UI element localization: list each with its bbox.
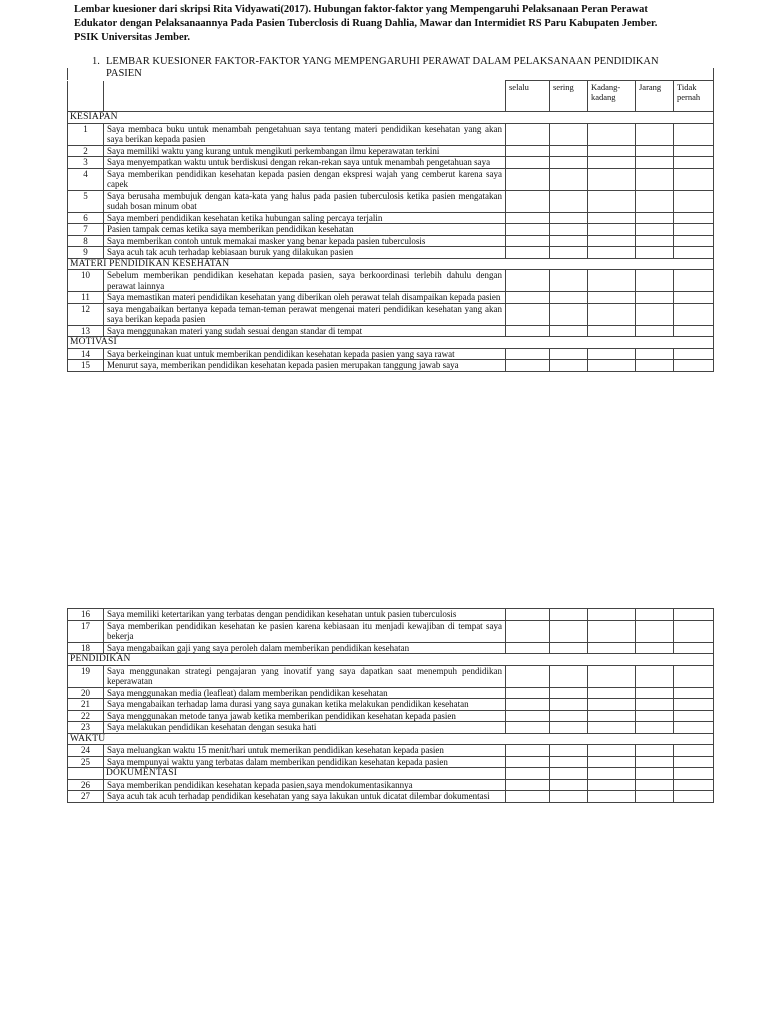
header-blank-cell (68, 81, 104, 112)
answer-cell[interactable] (550, 687, 588, 699)
answer-cell[interactable] (550, 292, 588, 304)
answer-cell[interactable] (588, 325, 636, 337)
answer-cell[interactable] (636, 779, 674, 791)
question-row (68, 235, 714, 247)
question-row (68, 212, 714, 224)
answer-cell[interactable] (550, 303, 588, 325)
answer-cell[interactable] (588, 620, 636, 642)
answer-cell[interactable] (550, 247, 588, 259)
answer-cell[interactable] (674, 360, 714, 372)
answer-cell[interactable] (636, 609, 674, 621)
answer-cell[interactable] (674, 642, 714, 654)
question-text: Saya membaca buku untuk menambah pengetahuan saya tentang materi pendidikan kesehatan yang akan saya berikan kepada pasien (104, 123, 506, 145)
question-number: 1 (68, 123, 104, 145)
section-label: DOKUMENTASI (104, 768, 506, 780)
answer-cell[interactable] (636, 620, 674, 642)
answer-cell[interactable] (506, 745, 550, 757)
answer-cell[interactable] (506, 620, 550, 642)
answer-cell[interactable] (550, 270, 588, 292)
question-number: 25 (68, 756, 104, 768)
question-text: Saya memberikan pendidikan kesehatan kepada pasien dengan ekspresi wajah yang cemberut karena saya capek (104, 168, 506, 190)
section-row (68, 258, 714, 270)
question-text: Saya menggunakan strategi pengajaran yang inovatif yang saya dapatkan saat menempuh pendidikan keperawatan (104, 665, 506, 687)
answer-cell[interactable] (674, 609, 714, 621)
answer-cell[interactable] (588, 224, 636, 236)
question-row (68, 360, 714, 372)
answer-cell[interactable] (550, 710, 588, 722)
answer-cell[interactable] (506, 665, 550, 687)
answer-cell[interactable] (588, 768, 636, 780)
answer-cell[interactable] (550, 157, 588, 169)
answer-cell[interactable] (550, 145, 588, 157)
section-label: MOTIVASI (68, 337, 714, 349)
answer-cell[interactable] (550, 791, 588, 803)
answer-cell[interactable] (506, 779, 550, 791)
answer-cell[interactable] (674, 722, 714, 734)
answer-cell[interactable] (674, 123, 714, 145)
question-number: 5 (68, 190, 104, 212)
document-header (74, 3, 714, 45)
answer-cell[interactable] (506, 360, 550, 372)
question-row (68, 665, 714, 687)
answer-cell[interactable] (550, 722, 588, 734)
question-text: Pasien tampak cemas ketika saya memberikan pendidikan kesehatan (104, 224, 506, 236)
answer-cell[interactable] (550, 348, 588, 360)
question-number: 19 (68, 665, 104, 687)
question-number: 11 (68, 292, 104, 304)
questionnaire-table-1 (67, 80, 714, 372)
answer-cell[interactable] (506, 292, 550, 304)
question-row (68, 224, 714, 236)
question-text: Saya memberikan contoh untuk memakai masker yang benar kepada pasien tuberculosis (104, 235, 506, 247)
answer-cell[interactable] (636, 665, 674, 687)
answer-cell[interactable] (588, 360, 636, 372)
answer-cell[interactable] (588, 212, 636, 224)
question-number: 15 (68, 360, 104, 372)
answer-cell[interactable] (506, 157, 550, 169)
question-row (68, 123, 714, 145)
question-number: 16 (68, 609, 104, 621)
answer-cell[interactable] (506, 212, 550, 224)
answer-cell[interactable] (506, 609, 550, 621)
answer-cell[interactable] (506, 791, 550, 803)
answer-cell[interactable] (674, 768, 714, 780)
question-text: Saya memastikan materi pendidikan kesehatan yang diberikan oleh perawat telah disampaikan kepada pasien (104, 292, 506, 304)
answer-cell[interactable] (636, 642, 674, 654)
question-row (68, 145, 714, 157)
answer-cell[interactable] (588, 235, 636, 247)
answer-cell[interactable] (588, 665, 636, 687)
answer-cell[interactable] (674, 270, 714, 292)
question-row (68, 157, 714, 169)
answer-cell[interactable] (588, 699, 636, 711)
answer-cell[interactable] (636, 710, 674, 722)
question-row (68, 168, 714, 190)
question-text: Saya berkeinginan kuat untuk memberikan pendidikan kesehatan kepada pasien yang saya rawat (104, 348, 506, 360)
number-cell (68, 768, 104, 780)
question-number: 20 (68, 687, 104, 699)
answer-cell[interactable] (506, 348, 550, 360)
list-title-text: LEMBAR KUESIONER FAKTOR-FAKTOR YANG MEMPENGARUHI PERAWAT DALAM PELAKSANAAN PENDIDIKAN PASIEN (106, 56, 659, 76)
answer-cell[interactable] (636, 123, 674, 145)
question-number: 17 (68, 620, 104, 642)
question-number: 23 (68, 722, 104, 734)
question-text: Sebelum memberikan pendidikan kesehatan kepada pasien, saya berkoordinasi terlebih dahulu dengan perawat lainnya (104, 270, 506, 292)
section-label: WAKTU (68, 733, 714, 745)
question-number: 2 (68, 145, 104, 157)
column-header-jarang: Jarang (636, 81, 674, 112)
answer-cell[interactable] (588, 303, 636, 325)
section-label: MATERI PENDIDIKAN KESEHATAN (68, 258, 714, 270)
answer-cell[interactable] (550, 620, 588, 642)
answer-cell[interactable] (506, 325, 550, 337)
answer-cell[interactable] (588, 190, 636, 212)
answer-cell[interactable] (506, 642, 550, 654)
answer-cell[interactable] (636, 168, 674, 190)
answer-cell[interactable] (588, 247, 636, 259)
answer-cell[interactable] (550, 756, 588, 768)
question-text: Saya meluangkan waktu 15 menit/hari untuk memerikan pendidikan kesehatan kepada pasien (104, 745, 506, 757)
question-row (68, 609, 714, 621)
answer-cell[interactable] (674, 157, 714, 169)
answer-cell[interactable] (506, 145, 550, 157)
answer-cell[interactable] (550, 768, 588, 780)
column-header-kadang-kadang: Kadang-kadang (588, 81, 636, 112)
answer-cell[interactable] (588, 687, 636, 699)
question-text: Saya memberi pendidikan kesehatan ketika hubungan saling percaya terjalin (104, 212, 506, 224)
answer-cell[interactable] (674, 620, 714, 642)
question-text: Saya acuh tak acuh terhadap kebiasaan buruk yang dilakukan pasien (104, 247, 506, 259)
answer-cell[interactable] (588, 348, 636, 360)
question-number: 10 (68, 270, 104, 292)
answer-cell[interactable] (588, 123, 636, 145)
question-row (68, 190, 714, 212)
question-row (68, 710, 714, 722)
answer-cell[interactable] (674, 247, 714, 259)
question-row (68, 620, 714, 642)
answer-cell[interactable] (550, 325, 588, 337)
question-number: 18 (68, 642, 104, 654)
answer-cell[interactable] (674, 190, 714, 212)
answer-cell[interactable] (588, 292, 636, 304)
answer-cell[interactable] (506, 756, 550, 768)
questionnaire-table-2 (67, 608, 714, 803)
answer-cell[interactable] (636, 247, 674, 259)
answer-cell[interactable] (550, 224, 588, 236)
answer-cell[interactable] (506, 687, 550, 699)
section-row (68, 733, 714, 745)
question-row (68, 722, 714, 734)
question-row (68, 779, 714, 791)
answer-cell[interactable] (636, 348, 674, 360)
answer-cell[interactable] (588, 756, 636, 768)
section-row (68, 112, 714, 124)
answer-cell[interactable] (588, 168, 636, 190)
question-row (68, 642, 714, 654)
answer-cell[interactable] (674, 303, 714, 325)
answer-cell[interactable] (550, 779, 588, 791)
answer-cell[interactable] (636, 745, 674, 757)
question-text: saya mengabaikan bertanya kepada teman-teman perawat mengenai materi pendidikan kesehatan yang akan saya berikan kepada pasien (104, 303, 506, 325)
table-header-row (68, 81, 714, 112)
question-row (68, 756, 714, 768)
question-row (68, 303, 714, 325)
column-header-sering: sering (550, 81, 588, 112)
question-number: 3 (68, 157, 104, 169)
question-text: Saya memberikan pendidikan kesehatan ke pasien karena kebiasaan itu menjadi kewajiban di tempat saya bekerja (104, 620, 506, 642)
answer-cell[interactable] (550, 360, 588, 372)
question-number: 8 (68, 235, 104, 247)
answer-cell[interactable] (636, 292, 674, 304)
question-row (68, 348, 714, 360)
question-number: 9 (68, 247, 104, 259)
answer-cell[interactable] (636, 224, 674, 236)
answer-cell[interactable] (506, 303, 550, 325)
answer-cell[interactable] (506, 123, 550, 145)
question-text: Saya memiliki waktu yang kurang untuk mengikuti perkembangan ilmu keperawatan terkini (104, 145, 506, 157)
answer-cell[interactable] (636, 190, 674, 212)
answer-cell[interactable] (636, 157, 674, 169)
section-row (68, 654, 714, 666)
answer-cell[interactable] (550, 168, 588, 190)
answer-cell[interactable] (506, 168, 550, 190)
question-number: 27 (68, 791, 104, 803)
question-text: Saya acuh tak acuh terhadap pendidikan kesehatan yang saya lakukan untuk dicatat dilembar dokumentasi (104, 791, 506, 803)
question-number: 14 (68, 348, 104, 360)
answer-cell[interactable] (506, 247, 550, 259)
answer-cell[interactable] (588, 157, 636, 169)
answer-cell[interactable] (674, 745, 714, 757)
header-line: PSIK Universitas Jember. (74, 32, 190, 43)
answer-cell[interactable] (506, 235, 550, 247)
question-text: Menurut saya, memberikan pendidikan kesehatan kepada pasien merupakan tanggung jawab saya (104, 360, 506, 372)
answer-cell[interactable] (674, 212, 714, 224)
answer-cell[interactable] (636, 360, 674, 372)
question-row (68, 247, 714, 259)
answer-cell[interactable] (506, 270, 550, 292)
question-number: 4 (68, 168, 104, 190)
answer-cell[interactable] (550, 699, 588, 711)
answer-cell[interactable] (506, 190, 550, 212)
question-row (68, 270, 714, 292)
question-number: 13 (68, 325, 104, 337)
answer-cell[interactable] (550, 123, 588, 145)
header-blank-cell (104, 81, 506, 112)
header-line: Lembar kuesioner dari skripsi Rita Vidyawati(2017). Hubungan faktor-faktor yang Mempengaruhi Pelaksanaan Peran Perawat (74, 4, 648, 15)
question-text: Saya memberikan pendidikan kesehatan kepada pasien,saya mendokumentasikannya (104, 779, 506, 791)
answer-cell[interactable] (636, 756, 674, 768)
answer-cell[interactable] (636, 145, 674, 157)
answer-cell[interactable] (550, 609, 588, 621)
answer-cell[interactable] (636, 791, 674, 803)
answer-cell[interactable] (636, 722, 674, 734)
question-number: 24 (68, 745, 104, 757)
answer-cell[interactable] (636, 325, 674, 337)
column-header-tidak-pernah: Tidak pernah (674, 81, 714, 112)
question-text: Saya mempunyai waktu yang terbatas dalam memberikan pendidikan kesehatan kepada pasien (104, 756, 506, 768)
answer-cell[interactable] (588, 609, 636, 621)
answer-cell[interactable] (674, 168, 714, 190)
section-row (68, 768, 714, 780)
answer-cell[interactable] (550, 235, 588, 247)
answer-cell[interactable] (588, 270, 636, 292)
question-number: 21 (68, 699, 104, 711)
answer-cell[interactable] (674, 145, 714, 157)
section-label: KESIAPAN (68, 112, 714, 124)
question-row (68, 325, 714, 337)
question-text: Saya menyempatkan waktu untuk berdiskusi dengan rekan-rekan saya untuk menambah pengetahuan saya (104, 157, 506, 169)
question-text: Saya menggunakan media (leafleat) dalam memberikan pendidikan kesehatan (104, 687, 506, 699)
answer-cell[interactable] (588, 145, 636, 157)
question-number: 6 (68, 212, 104, 224)
question-text: Saya mengabaikan terhadap lama durasi yang saya gunakan ketika melakukan pendidikan kesehatan (104, 699, 506, 711)
answer-cell[interactable] (588, 722, 636, 734)
answer-cell[interactable] (550, 642, 588, 654)
answer-cell[interactable] (636, 303, 674, 325)
answer-cell[interactable] (588, 745, 636, 757)
answer-cell[interactable] (674, 710, 714, 722)
answer-cell[interactable] (636, 768, 674, 780)
answer-cell[interactable] (636, 699, 674, 711)
answer-cell[interactable] (550, 745, 588, 757)
answer-cell[interactable] (506, 722, 550, 734)
section-label: PENDIDIKAN (68, 654, 714, 666)
answer-cell[interactable] (588, 791, 636, 803)
header-line: Edukator dengan Pelaksanaannya Pada Pasien Tuberclosis di Ruang Dahlia, Mawar dan Intermidiet RS Paru Kabupaten Jember. (74, 18, 658, 29)
question-text: Saya menggunakan metode tanya jawab ketika memberikan pendidikan kesehatan kepada pasien (104, 710, 506, 722)
answer-cell[interactable] (550, 665, 588, 687)
answer-cell[interactable] (636, 687, 674, 699)
answer-cell[interactable] (588, 779, 636, 791)
answer-cell[interactable] (674, 791, 714, 803)
answer-cell[interactable] (674, 235, 714, 247)
answer-cell[interactable] (674, 665, 714, 687)
answer-cell[interactable] (506, 699, 550, 711)
answer-cell[interactable] (674, 325, 714, 337)
answer-cell[interactable] (588, 642, 636, 654)
column-header-selalu: selalu (506, 81, 550, 112)
question-text: Saya melakukan pendidikan kesehatan dengan sesuka hati (104, 722, 506, 734)
answer-cell[interactable] (550, 212, 588, 224)
question-row (68, 292, 714, 304)
answer-cell[interactable] (674, 756, 714, 768)
answer-cell[interactable] (636, 212, 674, 224)
question-row (68, 745, 714, 757)
answer-cell[interactable] (674, 687, 714, 699)
question-row (68, 687, 714, 699)
list-number: 1. (92, 56, 100, 67)
question-row (68, 699, 714, 711)
question-text: Saya berusaha membujuk dengan kata-kata yang halus pada pasien tuberculosis ketika pasien mengatakan sudah bosan minum obat (104, 190, 506, 212)
answer-cell[interactable] (506, 710, 550, 722)
question-number: 12 (68, 303, 104, 325)
answer-cell[interactable] (636, 270, 674, 292)
answer-cell[interactable] (674, 292, 714, 304)
answer-cell[interactable] (674, 224, 714, 236)
question-number: 22 (68, 710, 104, 722)
section-row (68, 337, 714, 349)
answer-cell[interactable] (550, 190, 588, 212)
answer-cell[interactable] (636, 235, 674, 247)
question-row (68, 791, 714, 803)
answer-cell[interactable] (588, 710, 636, 722)
question-text: Saya mengabaikan gaji yang saya peroleh dalam memberikan pendidikan kesehatan (104, 642, 506, 654)
answer-cell[interactable] (674, 699, 714, 711)
answer-cell[interactable] (506, 768, 550, 780)
question-number: 26 (68, 779, 104, 791)
answer-cell[interactable] (506, 224, 550, 236)
question-number: 7 (68, 224, 104, 236)
answer-cell[interactable] (674, 779, 714, 791)
question-text: Saya menggunakan materi yang sudah sesuai dengan standar di tempat (104, 325, 506, 337)
answer-cell[interactable] (674, 348, 714, 360)
question-text: Saya memiliki ketertarikan yang terbatas dengan pendidikan kesehatan untuk pasien tuberculosis (104, 609, 506, 621)
table-frame (67, 68, 714, 80)
